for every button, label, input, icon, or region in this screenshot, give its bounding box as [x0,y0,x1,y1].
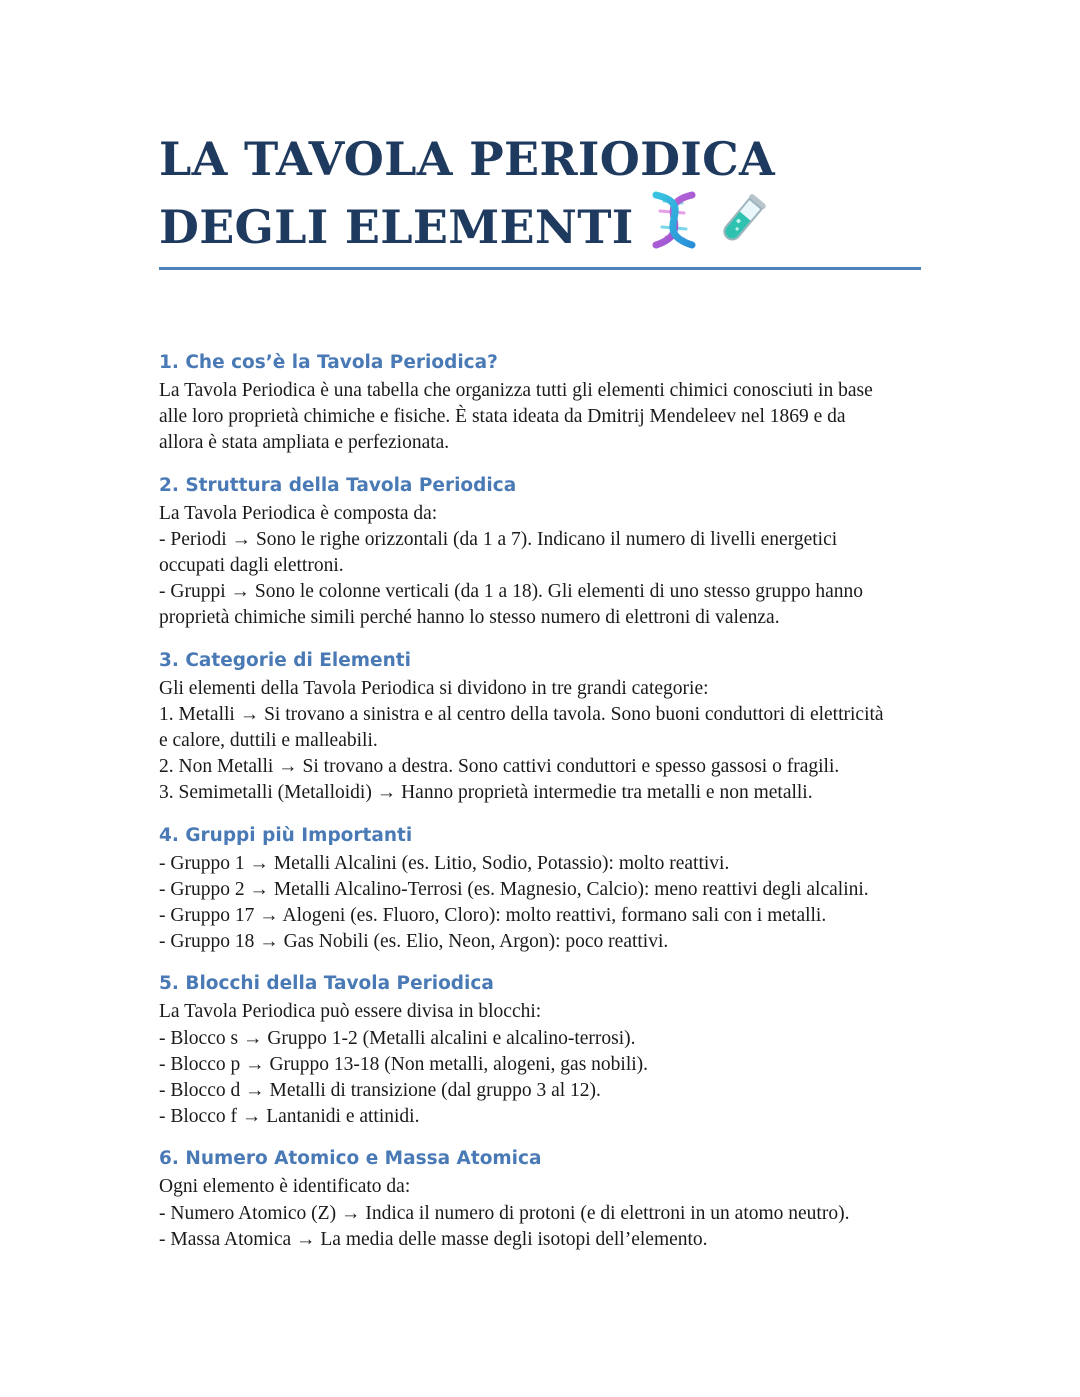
page-title-text: LA TAVOLA PERIODICA DEGLI ELEMENTI [159,132,775,254]
section-heading: 3. Categorie di Elementi [159,649,411,671]
section-groups [159,823,921,956]
paragraph-line: - Gruppi → Sono le colonne verticali (da 1 a 18). Gli elementi di uno stesso gruppo hanno [159,581,864,603]
paragraph-line: - Periodi → Sono le righe orizzontali (da 1 a 7). Indicano il numero di livelli energetici [159,528,838,550]
section-blocks [159,971,921,1130]
section-categories [159,648,921,807]
paragraph-line: - Gruppo 2 → Metalli Alcalino-Terrosi (es. Magnesio, Calcio): meno reattivi degli alcalini. [159,878,869,900]
paragraph-line: La Tavola Periodica può essere divisa in blocchi: [159,1001,542,1023]
paragraph-line: Gli elementi della Tavola Periodica si dividono in tre grandi categorie: [159,677,709,699]
section-heading: 1. Che cos’è la Tavola Periodica? [159,352,498,373]
title-underline [159,267,921,270]
paragraph-line: - Massa Atomica → La media delle masse degli isotopi dell’elemento. [159,1228,708,1250]
section-paragraph [159,378,921,457]
paragraph-line: La Tavola Periodica è composta da: [159,502,438,524]
paragraph-line: - Gruppo 18 → Gas Nobili (es. Elio, Neon, Argon): poco reattivi. [159,931,669,953]
section-atomic-number-mass [159,1146,921,1253]
paragraph-line: 3. Semimetalli (Metalloidi) → Hanno proprietà intermedie tra metalli e non metalli. [159,782,813,804]
section-paragraph [159,999,921,1130]
paragraph-line: e calore, duttili e malleabili. [159,730,378,752]
sections-container [159,350,921,1253]
test-tube-icon [712,191,772,265]
paragraph-line: allora è stata ampliata e perfezionata. [159,432,450,454]
section-heading: 5. Blocchi della Tavola Periodica [159,973,494,995]
document-page [159,128,921,1269]
section-paragraph [159,676,921,807]
paragraph-line: - Blocco s → Gruppo 1-2 (Metalli alcalini e alcalino-terrosi). [159,1027,636,1049]
paragraph-line: - Blocco d → Metalli di transizione (dal gruppo 3 al 12). [159,1080,601,1102]
paragraph-line: Ogni elemento è identificato da: [159,1176,411,1198]
paragraph-line: 1. Metalli → Si trovano a sinistra e al centro della tavola. Sono buoni conduttori di elettricità [159,703,884,725]
section-structure [159,473,921,632]
section-paragraph [159,851,921,956]
paragraph-line: - Gruppo 1 → Metalli Alcalini (es. Litio, Sodio, Potassio): molto reattivi. [159,852,730,874]
section-heading: 6. Numero Atomico e Massa Atomica [159,1148,542,1170]
paragraph-line: proprietà chimiche simili perché hanno lo stesso numero di elettroni di valenza. [159,607,780,629]
section-paragraph [159,1174,921,1253]
section-what-is [159,350,921,457]
paragraph-line: alle loro proprietà chimiche e fisiche. È stata ideata da Dmitrij Mendeleev nel 1869 e da [159,406,846,428]
paragraph-line: occupati dagli elettroni. [159,555,344,577]
paragraph-line: 2. Non Metalli → Si trovano a destra. Sono cattivi conduttori e spesso gassosi o fragili. [159,756,840,778]
page-title [159,128,921,265]
section-heading: 2. Struttura della Tavola Periodica [159,474,517,496]
dna-icon [642,191,706,265]
section-heading: 4. Gruppi più Importanti [159,824,413,846]
paragraph-line: - Blocco p → Gruppo 13-18 (Non metalli, alogeni, gas nobili). [159,1053,649,1075]
section-paragraph [159,501,921,632]
paragraph-line: La Tavola Periodica è una tabella che organizza tutti gli elementi chimici conosciuti in base [159,380,873,401]
title-icons [642,191,772,265]
paragraph-line: - Blocco f → Lantanidi e attinidi. [159,1106,420,1128]
paragraph-line: - Numero Atomico (Z) → Indica il numero di protoni (e di elettroni in un atomo neutro). [159,1202,850,1224]
paragraph-line: - Gruppo 17 → Alogeni (es. Fluoro, Cloro): molto reattivi, formano sali con i metalli. [159,905,827,927]
